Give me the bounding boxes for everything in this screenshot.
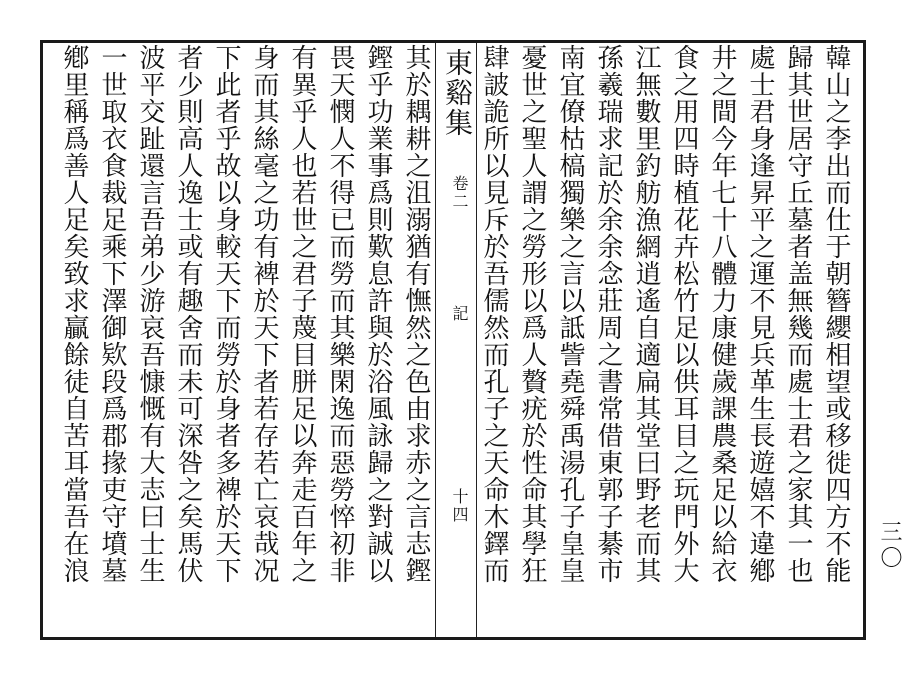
text-column: 南宜僚枯槁獨樂之言以詆訾堯舜禹湯孔子皇皇 bbox=[555, 44, 585, 584]
text-column: 有異乎人也若世之君子蔑目胼足以奔走百年之 bbox=[287, 44, 317, 584]
text-column: 井之間今年七十八體力康健歲課農桑足以給衣 bbox=[707, 44, 737, 584]
text-column: 者少則高人逸士或有趣舍而未可深咎之矣馬伏 bbox=[173, 44, 203, 584]
text-column: 一世取衣食裁足乘下澤御欵段爲郡掾吏守墳墓 bbox=[97, 44, 127, 584]
text-column: 鏗乎功業事爲則歎息許與於浴風詠歸之對誠以 bbox=[363, 44, 393, 584]
text-column: 其於耦耕之沮溺猶有憮然之色由求赤之言志鏗 bbox=[401, 44, 431, 584]
book-title: 東谿集 bbox=[441, 48, 474, 138]
text-column: 歸其世居守丘墓者盖無幾而處士君之家其一也 bbox=[783, 44, 813, 584]
text-column: 食之用四時植花卉松竹足以供耳目之玩門外大 bbox=[669, 44, 699, 584]
text-column: 鄕里稱爲善人足矣致求贏餘徒自苦耳當吾在浪 bbox=[59, 44, 89, 584]
section-label: 記 bbox=[450, 305, 469, 321]
text-column: 孫羲瑞求記於余余念莊周之書常借東郭子綦市 bbox=[593, 44, 623, 584]
volume-label: 卷二 bbox=[450, 175, 469, 211]
text-column: 江無數里釣舫漁網逍遙自適扁其堂曰野老而其 bbox=[631, 44, 661, 584]
text-column: 波平交趾還言吾弟少游哀吾慷慨有大志曰士生 bbox=[135, 44, 165, 584]
text-column: 處士君身逢昇平之運不見兵革生長遊嬉不違鄕 bbox=[745, 44, 775, 584]
text-column: 韓山之李出而仕于朝簪纓相望或移徙四方不能 bbox=[821, 44, 851, 584]
page-number: 三〇 bbox=[877, 520, 902, 572]
leaf-number: 十四 bbox=[450, 488, 469, 524]
text-column: 畏天憫人不得已而勞而其樂閑逸而惡勞悴初非 bbox=[325, 44, 355, 584]
text-column: 下此者乎故以身較天下而勞於身者多裨於天下 bbox=[211, 44, 241, 584]
text-column: 肆詖詭所以見斥於吾儒然而孔子之天命木鐸而 bbox=[479, 44, 509, 584]
text-column: 憂世之聖人謂之勞形以爲人贅疣於性命其學狂 bbox=[517, 44, 547, 584]
fold-divider-left bbox=[435, 43, 436, 637]
text-column: 身而其絲毫之功有裨於天下者若存若亡哀哉况 bbox=[249, 44, 279, 584]
